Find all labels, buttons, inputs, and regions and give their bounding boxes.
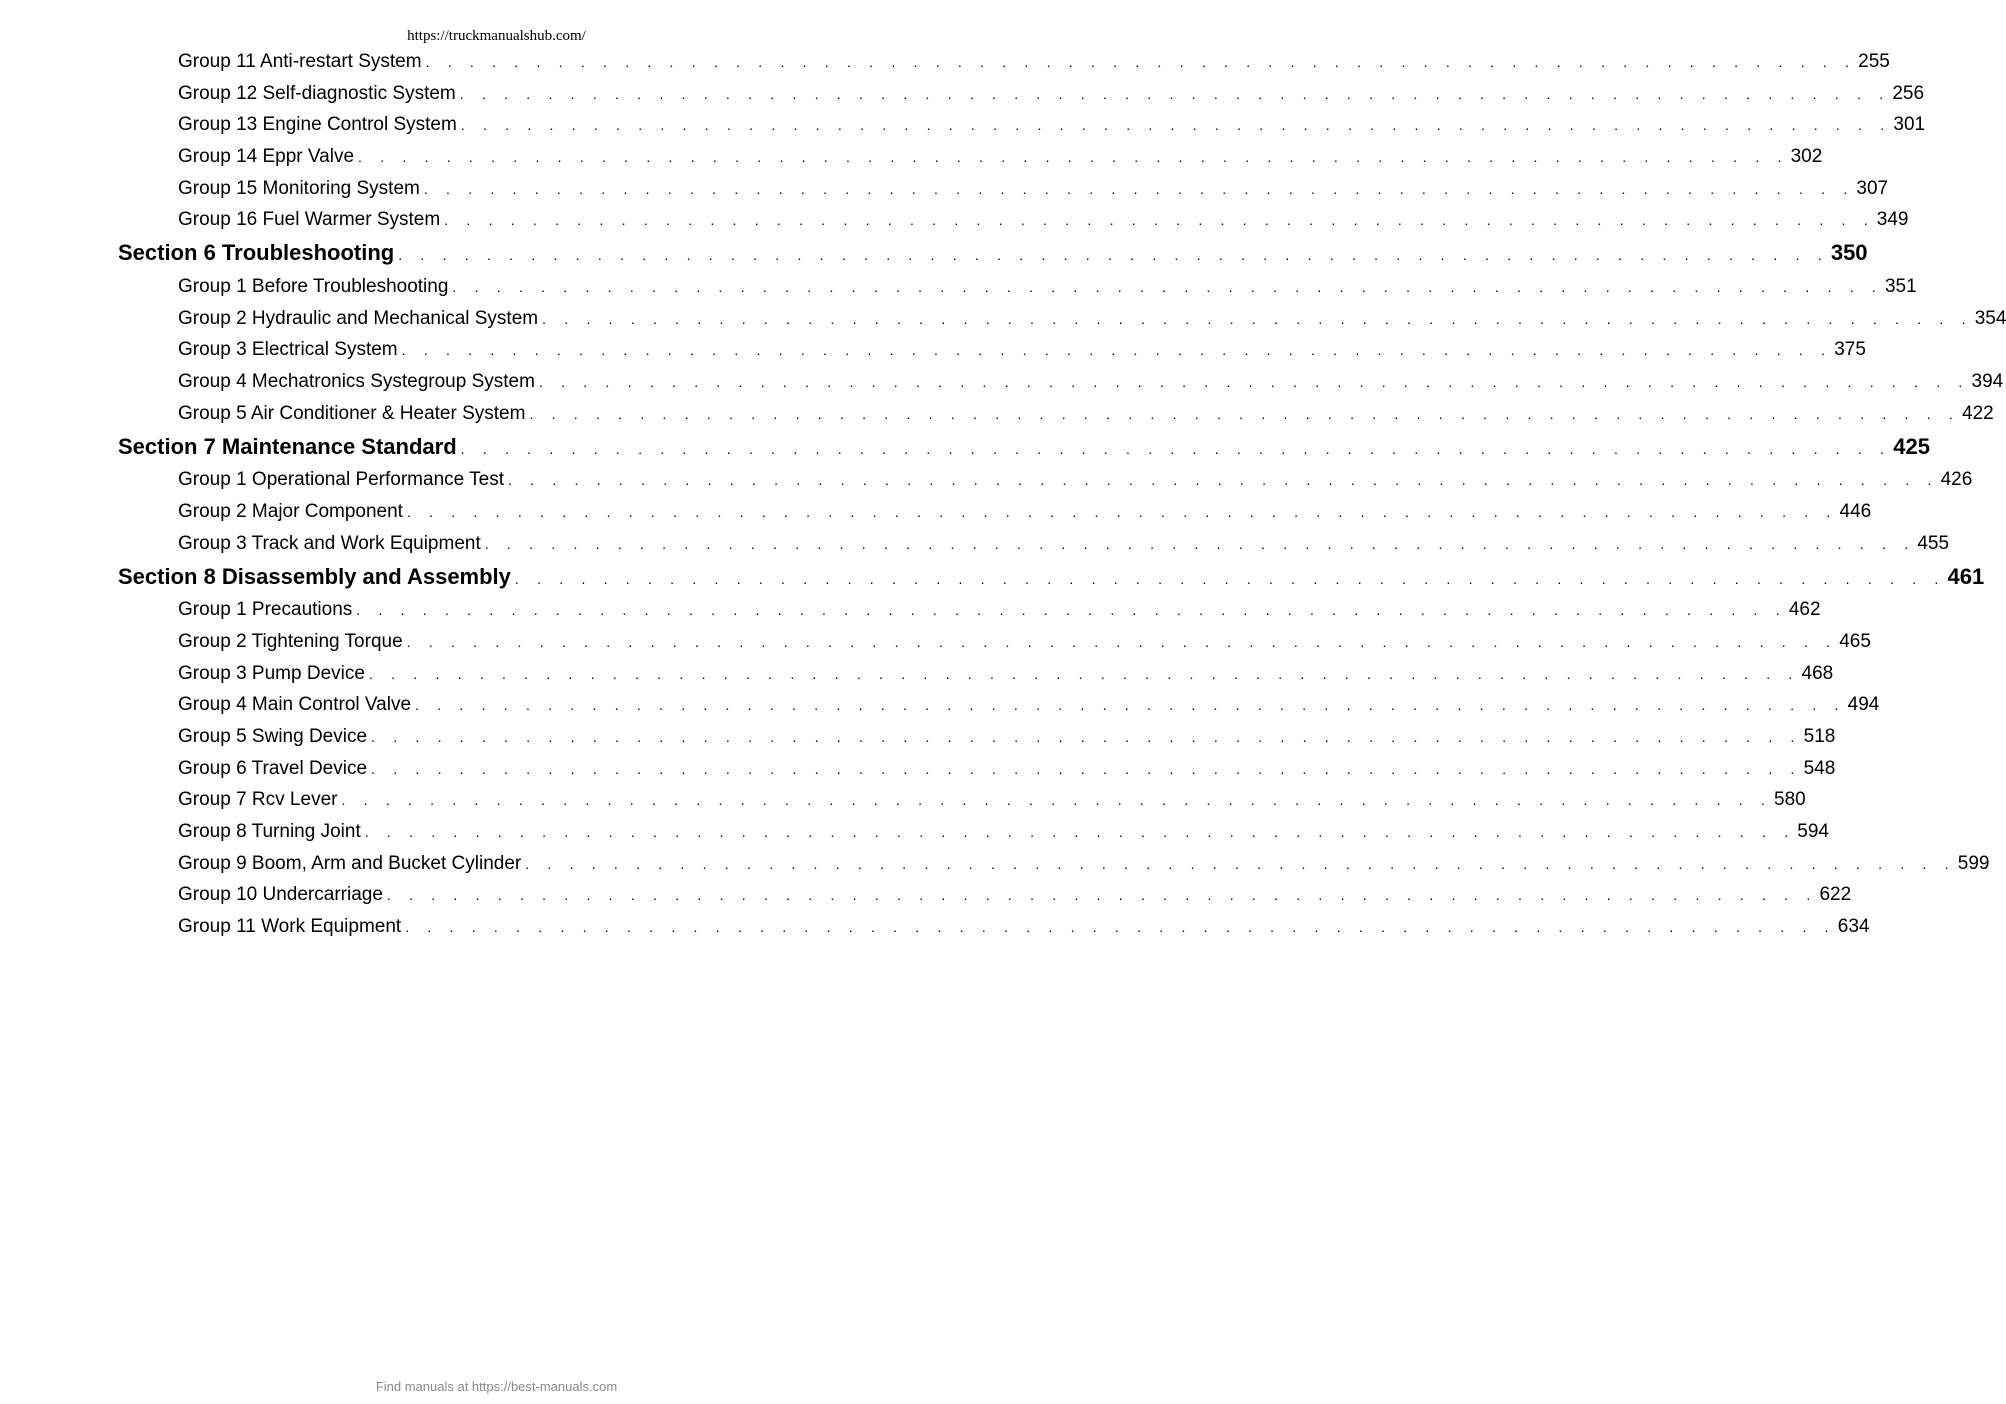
header-url[interactable]: https://truckmanualshub.com/: [407, 28, 586, 44]
toc-entry-title: Group 2 Hydraulic and Mechanical System: [178, 308, 539, 329]
toc-entry-page: 375: [1834, 339, 1866, 360]
toc-leader-dots: . . . . . . . . . . . . . . . . . . . . . . . . . . . . . . . . . . . . . . . . . . . . . . . . . . . . . . . . . . . . . . . . .: [405, 919, 1836, 935]
toc-leader-dots: . . . . . . . . . . . . . . . . . . . . . . . . . . . . . . . . . . . . . . . . . . . . . . . . . . . . . . . . . . . . . . . . .: [460, 441, 1892, 457]
toc-entry-title: Group 4 Mechatronics Systegroup System: [178, 371, 535, 392]
toc-entry-page: 349: [1876, 209, 1909, 230]
toc-entry-page: 455: [1917, 533, 1950, 554]
toc-entry-page: 354: [1974, 308, 2006, 329]
toc-entry-title: Group 1 Before Troubleshooting: [178, 276, 449, 297]
toc-entry-page: 580: [1774, 789, 1806, 810]
toc-leader-dots: . . . . . . . . . . . . . . . . . . . . . . . . . . . . . . . . . . . . . . . . . . . . . . . . . . . . . . . . . . . . . . . . .: [529, 406, 1961, 422]
toc-entry[interactable]: [178, 402, 1994, 426]
toc-entry-page: 446: [1839, 501, 1872, 522]
toc-entry-title: Group 3 Track and Work Equipment: [178, 533, 481, 554]
toc-leader-dots: . . . . . . . . . . . . . . . . . . . . . . . . . . . . . . . . . . . . . . . . . . . . . . . . . . . . . . . . . . . . . . . . .: [406, 504, 1838, 520]
toc-entry-page: 622: [1819, 884, 1852, 905]
toc-entry-title: Group 8 Turning Joint: [178, 821, 361, 842]
toc-entry[interactable]: [178, 468, 1973, 492]
toc-entry-title: Group 7 Rcv Lever: [178, 789, 338, 810]
toc-entry-title: Group 11 Anti-restart System: [178, 51, 422, 72]
toc-entry[interactable]: [178, 338, 1866, 362]
toc-entry-title: Group 11 Work Equipment: [178, 916, 402, 937]
toc-leader-dots: . . . . . . . . . . . . . . . . . . . . . . . . . . . . . . . . . . . . . . . . . . . . . . . . . . . . . . . . . . . . . . . . .: [371, 729, 1802, 745]
toc-section-page: 425: [1893, 434, 1930, 459]
toc-entry[interactable]: [178, 208, 1909, 232]
toc-leader-dots: . . . . . . . . . . . . . . . . . . . . . . . . . . . . . . . . . . . . . . . . . . . . . . . . . . . . . . . . . . . . . . . . .: [401, 342, 1833, 358]
toc-entry-page: 301: [1893, 114, 1926, 135]
toc-section-title: Section 8 Disassembly and Assembly: [118, 564, 511, 589]
toc-section-entry[interactable]: [118, 563, 1985, 593]
toc-entry[interactable]: [178, 630, 1871, 654]
toc-entry-page: 594: [1797, 821, 1829, 842]
toc-leader-dots: . . . . . . . . . . . . . . . . . . . . . . . . . . . . . . . . . . . . . . . . . . . . . . . . . . . . . . . . . . . . . . . . .: [423, 181, 1855, 197]
toc-entry-title: Group 5 Swing Device: [178, 726, 368, 747]
toc-entry[interactable]: [178, 82, 1925, 106]
toc-leader-dots: . . . . . . . . . . . . . . . . . . . . . . . . . . . . . . . . . . . . . . . . . . . . . . . . . . . . . . . . . . . . . . . . .: [425, 54, 1857, 70]
toc-entry-page: 426: [1940, 469, 1973, 490]
toc-leader-dots: . . . . . . . . . . . . . . . . . . . . . . . . . . . . . . . . . . . . . . . . . . . . . . . . . . . . . . . . . . . . . . . . .: [452, 279, 1883, 295]
toc-entry[interactable]: [178, 757, 1836, 781]
toc-leader-dots: . . . . . . . . . . . . . . . . . . . . . . . . . . . . . . . . . . . . . . . . . . . . . . . . . . . . . . . . . . . . . . . . .: [514, 571, 1946, 587]
toc-section-page: 461: [1947, 564, 1985, 589]
toc-entry-page: 462: [1788, 599, 1821, 620]
toc-entry-title: Group 9 Boom, Arm and Bucket Cylinder: [178, 853, 522, 874]
toc-entry-page: 465: [1839, 631, 1871, 652]
toc-leader-dots: . . . . . . . . . . . . . . . . . . . . . . . . . . . . . . . . . . . . . . . . . . . . . . . . . . . . . . . . . . . . . . . . .: [444, 212, 1875, 228]
toc-entry-page: 307: [1856, 178, 1889, 199]
toc-leader-dots: . . . . . . . . . . . . . . . . . . . . . . . . . . . . . . . . . . . . . . . . . . . . . . . . . . . . . . . . . . . . . . . . .: [415, 697, 1846, 713]
toc-entry[interactable]: [178, 500, 1872, 524]
toc-entry-page: 494: [1847, 694, 1880, 715]
toc-entry-title: Group 3 Pump Device: [178, 663, 365, 684]
toc-leader-dots: . . . . . . . . . . . . . . . . . . . . . . . . . . . . . . . . . . . . . . . . . . . . . . . . . . . . . . . . . . . . . . . . .: [386, 887, 1818, 903]
toc-entry[interactable]: [178, 598, 1821, 622]
toc-entry-title: Group 13 Engine Control System: [178, 114, 457, 135]
toc-entry-title: Group 14 Eppr Valve: [178, 146, 355, 167]
toc-leader-dots: . . . . . . . . . . . . . . . . . . . . . . . . . . . . . . . . . . . . . . . . . . . . . . . . . . . . . . . . . . . . . . . . .: [358, 149, 1789, 165]
toc-entry-page: 394: [1971, 371, 2004, 392]
toc-entry-title: Group 15 Monitoring System: [178, 178, 420, 199]
toc-leader-dots: . . . . . . . . . . . . . . . . . . . . . . . . . . . . . . . . . . . . . . . . . . . . . . . . . . . . . . . . . . . . . . . . .: [398, 247, 1829, 263]
toc-entry[interactable]: [178, 883, 1852, 907]
toc-entry-title: Group 2 Tightening Torque: [178, 631, 403, 652]
toc-entry[interactable]: [178, 307, 2006, 331]
toc-entry-title: Group 6 Travel Device: [178, 758, 368, 779]
toc-entry[interactable]: [178, 275, 1917, 299]
toc-entry-page: 422: [1962, 403, 1994, 424]
toc-entry-title: Group 1 Operational Performance Test: [178, 469, 504, 490]
toc-entry[interactable]: [178, 662, 1834, 686]
toc-entry-page: 351: [1884, 276, 1917, 297]
toc-entry-title: Group 3 Electrical System: [178, 339, 398, 360]
toc-entry[interactable]: [178, 820, 1829, 844]
toc-entry[interactable]: [178, 113, 1926, 137]
toc-leader-dots: . . . . . . . . . . . . . . . . . . . . . . . . . . . . . . . . . . . . . . . . . . . . . . . . . . . . . . . . . . . . . . . . .: [371, 761, 1802, 777]
toc-leader-dots: . . . . . . . . . . . . . . . . . . . . . . . . . . . . . . . . . . . . . . . . . . . . . . . . . . . . . . . . . . . . . . . . .: [356, 602, 1787, 618]
toc-section-entry[interactable]: [118, 433, 1930, 463]
toc-entry-title: Group 10 Undercarriage: [178, 884, 383, 905]
toc-leader-dots: . . . . . . . . . . . . . . . . . . . . . . . . . . . . . . . . . . . . . . . . . . . . . . . . . . . . . . . . . . . . . . . . .: [368, 666, 1800, 682]
toc-leader-dots: . . . . . . . . . . . . . . . . . . . . . . . . . . . . . . . . . . . . . . . . . . . . . . . . . . . . . . . . . . . . . . . . .: [364, 824, 1796, 840]
toc-section-page: 350: [1830, 240, 1868, 265]
toc-section-title: Section 7 Maintenance Standard: [118, 434, 457, 459]
toc-entry[interactable]: [178, 532, 1950, 556]
toc-entry-page: 599: [1957, 853, 1990, 874]
toc-entry[interactable]: [178, 370, 2004, 394]
toc-leader-dots: . . . . . . . . . . . . . . . . . . . . . . . . . . . . . . . . . . . . . . . . . . . . . . . . . . . . . . . . . . . . . . . . .: [542, 311, 1973, 327]
toc-entry-title: Group 1 Precautions: [178, 599, 353, 620]
toc-entry[interactable]: [178, 788, 1806, 812]
toc-entry[interactable]: [178, 725, 1836, 749]
toc-entry-page: 302: [1790, 146, 1823, 167]
toc-leader-dots: . . . . . . . . . . . . . . . . . . . . . . . . . . . . . . . . . . . . . . . . . . . . . . . . . . . . . . . . . . . . . . . . .: [460, 117, 1892, 133]
toc-entry-title: Group 16 Fuel Warmer System: [178, 209, 441, 230]
toc-entry-page: 256: [1892, 83, 1925, 104]
toc-leader-dots: . . . . . . . . . . . . . . . . . . . . . . . . . . . . . . . . . . . . . . . . . . . . . . . . . . . . . . . . . . . . . . . . .: [459, 86, 1891, 102]
toc-entry[interactable]: [178, 852, 1990, 876]
toc-entry[interactable]: [178, 915, 1870, 939]
toc-entry[interactable]: [178, 145, 1823, 169]
toc-entry-title: Group 4 Main Control Valve: [178, 694, 412, 715]
footer-link[interactable]: Find manuals at https://best-manuals.com: [375, 1379, 618, 1394]
toc-entry-page: 518: [1803, 726, 1836, 747]
toc-entry[interactable]: [178, 177, 1889, 201]
toc-leader-dots: . . . . . . . . . . . . . . . . . . . . . . . . . . . . . . . . . . . . . . . . . . . . . . . . . . . . . . . . . . . . . . . . .: [508, 472, 1939, 488]
toc-leader-dots: . . . . . . . . . . . . . . . . . . . . . . . . . . . . . . . . . . . . . . . . . . . . . . . . . . . . . . . . . . . . . . . . .: [341, 792, 1773, 808]
toc-entry-page: 255: [1858, 51, 1890, 72]
toc-section-title: Section 6 Troubleshooting: [118, 240, 395, 265]
toc-entry-page: 468: [1801, 663, 1834, 684]
toc-entry-title: Group 2 Major Component: [178, 501, 403, 522]
toc-entry[interactable]: [178, 693, 1880, 717]
toc-leader-dots: . . . . . . . . . . . . . . . . . . . . . . . . . . . . . . . . . . . . . . . . . . . . . . . . . . . . . . . . . . . . . . . . .: [406, 634, 1838, 650]
toc-entry-title: Group 12 Self-diagnostic System: [178, 83, 456, 104]
toc-leader-dots: . . . . . . . . . . . . . . . . . . . . . . . . . . . . . . . . . . . . . . . . . . . . . . . . . . . . . . . . . . . . . . . . .: [484, 536, 1916, 552]
toc-leader-dots: . . . . . . . . . . . . . . . . . . . . . . . . . . . . . . . . . . . . . . . . . . . . . . . . . . . . . . . . . . . . . . . . .: [538, 374, 1970, 390]
toc-entry[interactable]: [178, 50, 1890, 74]
toc-entry-page: 634: [1837, 916, 1870, 937]
toc-entry-page: 548: [1803, 758, 1836, 779]
toc-entry-title: Group 5 Air Conditioner & Heater System: [178, 403, 526, 424]
toc-section-entry[interactable]: [118, 239, 1868, 269]
toc-leader-dots: . . . . . . . . . . . . . . . . . . . . . . . . . . . . . . . . . . . . . . . . . . . . . . . . . . . . . . . . . . . . . . . . .: [525, 856, 1956, 872]
